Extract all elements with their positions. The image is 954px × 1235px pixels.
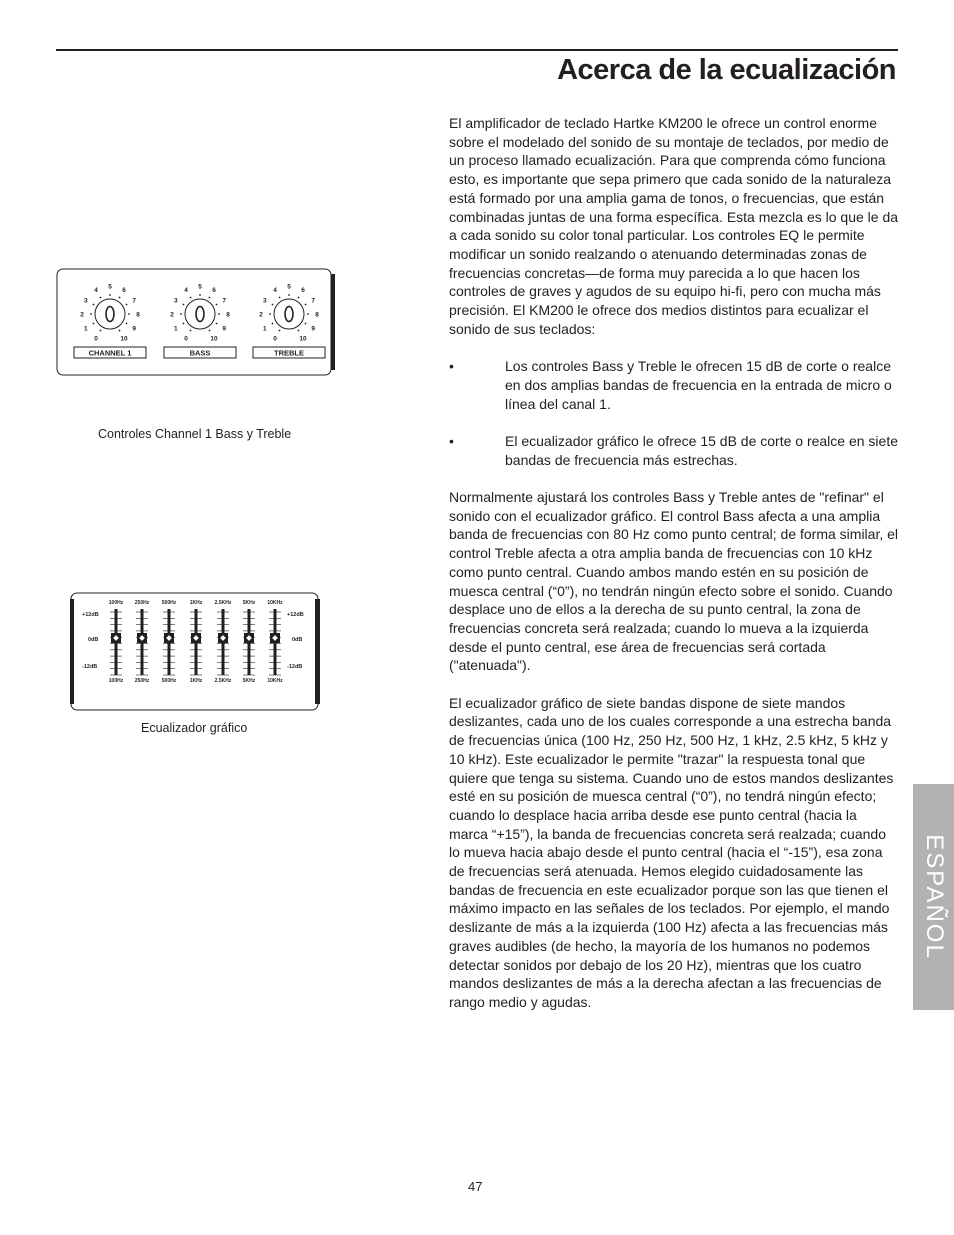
knob-scale-label: 3: [173, 297, 178, 305]
knob-tick: [279, 330, 281, 332]
eq-level-label: 0dB: [292, 637, 303, 643]
knob-tick: [298, 297, 300, 299]
eq-band-label: 10KHz: [267, 678, 283, 684]
eq-band-label: 100Hz: [108, 678, 124, 684]
knob-label: CHANNEL 1: [88, 348, 132, 358]
page-number: 47: [468, 1179, 483, 1194]
knob-tick: [272, 304, 274, 306]
knob-scale-label: 6: [122, 287, 126, 295]
knob-scale-label: 0: [94, 335, 98, 343]
knob-tick: [307, 313, 309, 315]
knob-tick: [298, 330, 300, 332]
knob-scale-label: 3: [262, 297, 267, 305]
knob-tick: [288, 294, 290, 296]
knob-tick: [190, 330, 192, 332]
eq-band-label: 500Hz: [161, 600, 177, 606]
knob-scale-label: 9: [132, 325, 137, 333]
knob-scale-label: 4: [94, 287, 98, 295]
knob-scale-label: 7: [132, 297, 137, 305]
knob-scale-label: 3: [83, 297, 88, 305]
knob-scale-label: 10: [299, 335, 307, 343]
knobs-caption: Controles Channel 1 Bass y Treble: [98, 427, 292, 441]
knob-scale-label: 5: [198, 283, 202, 291]
knob-tick: [272, 323, 274, 325]
knob-tick: [305, 304, 307, 306]
knob-scale-label: 0: [273, 335, 277, 343]
language-side-tab: [913, 784, 954, 1010]
knobs-illustration: [55, 267, 336, 377]
knob-scale-label: 2: [170, 311, 174, 319]
knob-scale-label: 5: [287, 283, 291, 291]
knob-scale-label: 6: [301, 287, 305, 295]
knob-tick: [190, 297, 192, 299]
eq-level-label: +12dB: [82, 612, 99, 618]
knob-scale-label: 0: [184, 335, 188, 343]
eq-band-label: 5KHz: [242, 678, 256, 684]
knob-scale-label: 10: [120, 335, 128, 343]
knob-scale-label: 6: [212, 287, 216, 295]
eq-band-label: 2.5KHz: [214, 678, 232, 684]
eq-level-label: 0dB: [88, 637, 99, 643]
graphic-eq-caption: Ecualizador gráfico: [141, 721, 248, 735]
bullet-item: [449, 357, 899, 413]
knob-tick: [90, 313, 92, 315]
bullet-text: El ecualizador gráfico le ofrece 15 dB de corte o realce en siete bandas de frecuencia más estrechas.: [505, 432, 899, 468]
knob-tick: [218, 313, 220, 315]
knob-scale-label: 1: [173, 325, 178, 333]
knob-tick: [100, 330, 102, 332]
knob-tick: [199, 294, 201, 296]
knob-scale-label: 7: [222, 297, 227, 305]
language-tab-label: ESPAÑOL: [920, 834, 948, 960]
knob-tick: [100, 297, 102, 299]
knob-body: [274, 299, 304, 329]
knob-tick: [216, 323, 218, 325]
knob-tick: [93, 323, 95, 325]
bullet-symbol: •: [449, 358, 454, 375]
knob-scale-label: 2: [259, 311, 263, 319]
graphic-eq-paragraph: El ecualizador gráfico de siete bandas dispone de siete mandos deslizantes, cada uno de los cuales corresponde a una estrecha banda de frecuencias única (100 Hz, 250 Hz, 500 Hz, 1 kHz, 2.5 kHz, 5 kHz y 10 kHz). Este ecualizador le permite "trazar" la respuesta tonal que quiere que tenga su sistema. Cuando uno de estos mandos deslizantes esté en su posición de muesca central (“0”), no tendrá ningún efecto; cuando lo desplace hacia arriba desde ese punto central (hacia la marca “+15”), la banda de frecuencias concreta será realzada; cuando lo mueva hacia abajo desde el punto central (hacia el “-15”), esa zona de frecuencias será atenuada. Hemos elegido cuidadosamente las bandas de frecuencia en este ecualizador porque son las que tienen el máximo impacto en las señales de los teclados. Por ejemplo, el mando deslizante de más a la izquierda (100 Hz) afecta a las frecuencias más graves audibles (de hecho, la mayoría de los humanos no podemos detectar sonidos por debajo de los 20 Hz), mientras que los cuatro mandos deslizantes de más a la derecha afectan a las frecuencias de rango medio y agudas.: [449, 694, 894, 1010]
knob-scale-label: 8: [315, 311, 319, 319]
knob-body: [95, 299, 125, 329]
intro-paragraph: El amplificador de teclado Hartke KM200 le ofrece un control enorme sobre el modelado del sonido de su montaje de teclados, por medio de un proceso llamado ecualización. Para que comprenda cómo funciona esto, es importante que sepa primero que cada sonido de la naturaleza está formado por una amplia gama de tonos, o frecuencias, que están combinadas juntas de una forma específica. Esta mezcla es lo que le da a cada sonido su color tonal particular. Los controles EQ le permite modificar un sonido realzando o atenuando determinadas zonas de frecuencias concretas—de forma muy parecida a lo que hacen los controles de graves y agudos de su equipo hi-fi, pero con mucha más precisión. El KM200 le ofrece dos medios distintos para ecualizar el sonido de sus teclados:: [449, 115, 899, 337]
knob-tick: [126, 304, 128, 306]
knob-tick: [183, 304, 185, 306]
knob-scale-label: 9: [222, 325, 227, 333]
eq-level-label: -12dB: [287, 664, 303, 670]
knob-label: BASS: [189, 348, 211, 358]
eq-band-label: 250Hz: [134, 678, 150, 684]
knob-scale-label: 4: [273, 287, 277, 295]
page-title: Acerca de la ecualización: [557, 54, 896, 86]
knob-tick: [93, 304, 95, 306]
knob-label: TREBLE: [274, 348, 304, 358]
knob-scale-label: 10: [210, 335, 218, 343]
knob-scale-label: 4: [184, 287, 188, 295]
eq-level-label: +12dB: [287, 612, 304, 618]
knob-tick: [209, 330, 211, 332]
knob-tick: [119, 297, 121, 299]
knob-tick: [269, 313, 271, 315]
knob-body: [185, 299, 215, 329]
knob-scale-label: 7: [311, 297, 316, 305]
eq-band-label: 10KHz: [267, 600, 283, 606]
knob-tick: [119, 330, 121, 332]
knob-scale-label: 1: [83, 325, 88, 333]
knob-tick: [180, 313, 182, 315]
knob-tick: [209, 297, 211, 299]
knob-scale-label: 1: [262, 325, 267, 333]
bullet-text: Los controles Bass y Treble le ofrecen 15 dB de corte o realce en dos amplias bandas de frecuencia en la entrada de micro o línea del canal 1.: [505, 358, 892, 412]
knob-scale-label: 8: [136, 311, 140, 319]
knob-tick: [216, 304, 218, 306]
knob-tick: [109, 294, 111, 296]
bass-treble-paragraph: Normalmente ajustará los controles Bass y Treble antes de "refinar" el sonido con el ecualizador gráfico. El control Bass afecta a una amplia banda de frecuencias con 80 Hz como punto central; de forma similar, el control Treble afecta a otra amplia banda de frecuencias con 10 kHz como punto central. Cuando ambos mando estén en su posición de muesca central (“0”), no tendrán ningún efecto sobre el sonido. Cuando desplace uno de ellos a la derecha de su punto central, la zona de frecuencias concreta será realzada; cuando lo mueva a la izquierda desde el punto central, ese área de frecuencias será cortada ("atenuada").: [449, 489, 899, 674]
knob-scale-label: 5: [108, 283, 112, 291]
graphic-eq-figure: [70, 592, 322, 713]
knob-tick: [128, 313, 130, 315]
eq-band-label: 5KHz: [242, 600, 256, 606]
knob-tick: [305, 323, 307, 325]
knob-scale-label: 9: [311, 325, 316, 333]
knob-scale-label: 8: [226, 311, 230, 319]
header-rule: [56, 49, 898, 51]
eq-band-label: 2.5KHz: [214, 600, 232, 606]
body-text: [449, 114, 899, 1012]
eq-band-label: 1KHz: [189, 600, 203, 606]
eq-band-label: 100Hz: [108, 600, 124, 606]
bullet-item: [449, 432, 899, 469]
graphic-eq-illustration: [70, 592, 322, 713]
knob-tick: [126, 323, 128, 325]
knob-tick: [279, 297, 281, 299]
eq-band-label: 500Hz: [161, 678, 177, 684]
bullet-symbol: •: [449, 432, 454, 449]
knob-scale-label: 2: [80, 311, 84, 319]
knob-tick: [183, 323, 185, 325]
eq-band-label: 1KHz: [189, 678, 203, 684]
eq-level-label: -12dB: [82, 664, 98, 670]
knobs-figure: [55, 267, 336, 377]
eq-band-label: 250Hz: [134, 600, 150, 606]
